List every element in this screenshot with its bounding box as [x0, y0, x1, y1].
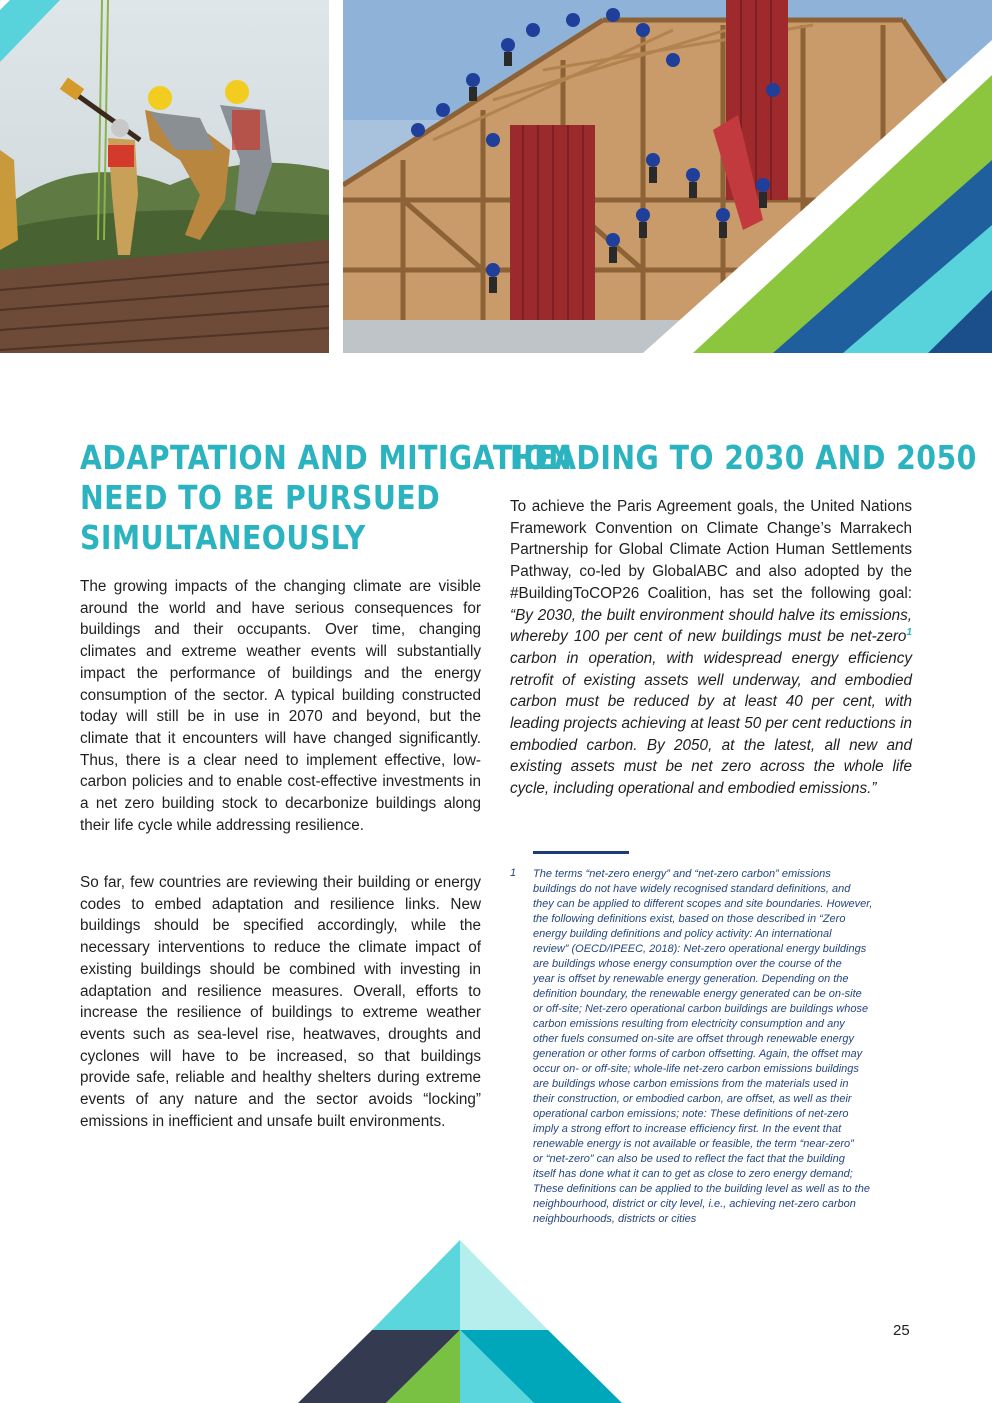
footnote-line: operational carbon emissions; note: These definitions of net-zero [533, 1108, 849, 1120]
footnote-line: definition boundary, the renewable energy generated can be on-site [533, 988, 862, 1000]
triangle-upper-left [372, 1240, 460, 1330]
footnote-divider [533, 851, 629, 854]
footnote-line: neighbourhood, district or city level, i.e., achieving net-zero carbon [533, 1198, 856, 1210]
footnote-line: review” (OECD/IPEEC, 2018): Net-zero operational energy buildings [533, 943, 867, 955]
body-paragraph: So far, few countries are reviewing their building or energy codes to embed adaptation and resilience links. New buildings should be specified accordingly, while the necessary interventions to reduce the climate impact of existing buildings should be combined with investing in adaptation and resilience measures. Overall, efforts to increase the resilience of buildings to extreme weather events such as sea-level rise, heatwaves, droughts and cyclones will have to be increased, so that buildings provide safe, reliable and healthy shelters during extreme events of any nature and the sector avoids “locking” emissions in inefficient and unsafe built environments. [80, 874, 481, 1130]
footnote-line: neighbourhoods, districts or cities [533, 1213, 697, 1225]
footnote-line: are buildings whose carbon emissions from the materials used in [533, 1078, 849, 1090]
heading-line: SIMULTANEOUSLY [80, 518, 366, 557]
heading-line: ADAPTATION AND MITIGATION [80, 438, 573, 477]
footnote-line: the following definitions exist, based on those described in “Zero [533, 913, 846, 925]
footnote-line: other fuels consumed on-site are offset through renewable energy [533, 1033, 855, 1045]
footnote-line: their construction, or embodied carbon, are offset, as well as their [533, 1093, 852, 1105]
footnote-line: itself has done what it can to get as close to zero energy demand; [533, 1168, 853, 1180]
footnote-line: generation or other forms of carbon offsetting. Again, the offset may [533, 1048, 863, 1060]
footnote-line: year is offset by renewable energy generation. Depending on the [533, 973, 849, 985]
photo-barn-raising [343, 0, 992, 353]
decorative-triangle-graphic [298, 1240, 622, 1403]
footnote-reference[interactable]: 1 [906, 627, 912, 639]
goal-intro: To achieve the Paris Agreement goals, the United Nations Framework Convention on Climate Change’s Marrakech Partnership for Global Climate Action Human Settlements Pathway, co-led by GlobalABC and also adopted by the #BuildingToCOP26 Coalition, has set the following goal: [510, 498, 912, 602]
footnote-line: The terms “net-zero energy” and “net-zero carbon” emissions [533, 868, 831, 880]
footnote-line: or off-site; Net-zero operational carbon buildings are buildings whose [533, 1003, 869, 1015]
photo-roof-workers [0, 0, 329, 353]
roof-workers-illustration [0, 0, 329, 353]
page-number: 25 [893, 1322, 910, 1339]
body-paragraph: The growing impacts of the changing climate are visible around the world and have serious consequences for buildings and their occupants. Over time, changing climates and extreme weather events will substantially impact the performance of buildings and the energy consumption of the sector. A typical building constructed today will still be in use in 2070 and beyond, but the climate that it encounters will have changed significantly. Thus, there is a clear need to implement effective, low-carbon policies and to enable cost-effective investments in a net zero building stock to decarbonize buildings along their life cycle while addressing resilience. [80, 578, 481, 834]
quote-part-2: carbon in operation, with widespread energy efficiency retrofit of existing assets well underway, and embodied carbon must be reduced by at least 40 per cent, with leading projects achieving at least 50 per cent reductions in embodied carbon. By 2050, at the latest, all new and existing assets must be net zero across the whole life cycle, including operational and embodied emissions.” [510, 649, 912, 798]
footnote-line: renewable energy is not available or feasible, the term “near-zero” [533, 1138, 854, 1150]
goal-paragraph [510, 496, 912, 800]
footnote-line: buildings do not have widely recognised standard definitions, and [533, 883, 851, 895]
footnote-line: are buildings whose energy consumption over the course of the [533, 958, 842, 970]
barn-raising-illustration [343, 0, 992, 353]
footnote-text [533, 867, 911, 1227]
footnote-line: These definitions can be applied to the building level as well as to the [533, 1183, 870, 1195]
section-heading-2030-2050: HEADING TO 2030 AND 2050 [510, 438, 977, 477]
footnote-number: 1 [510, 867, 517, 879]
section-heading-adaptation [80, 438, 572, 558]
footnote-line: or “net-zero” can also be used to reflect the fact that the building [533, 1153, 845, 1165]
triangle-upper-right [460, 1240, 548, 1330]
goal-quote [510, 607, 912, 798]
footnote-line: imply a strong effort to increase efficiency first. In the event that [533, 1123, 842, 1135]
heading-line: NEED TO BE PURSUED [80, 478, 441, 517]
footnote-line: energy building definitions and policy activity: An international [533, 928, 832, 940]
quote-part-1: “By 2030, the built environment should halve its emissions, whereby 100 per cent of new buildings must be net-zero [510, 606, 912, 646]
footnote-line: occur on- or off-site; whole-life net-zero carbon emissions buildings [533, 1063, 859, 1075]
footnote-line: carbon emissions resulting from electricity consumption and any [533, 1018, 845, 1030]
footnote-line: they can be applied to different scopes and site boundaries. However, [533, 898, 873, 910]
